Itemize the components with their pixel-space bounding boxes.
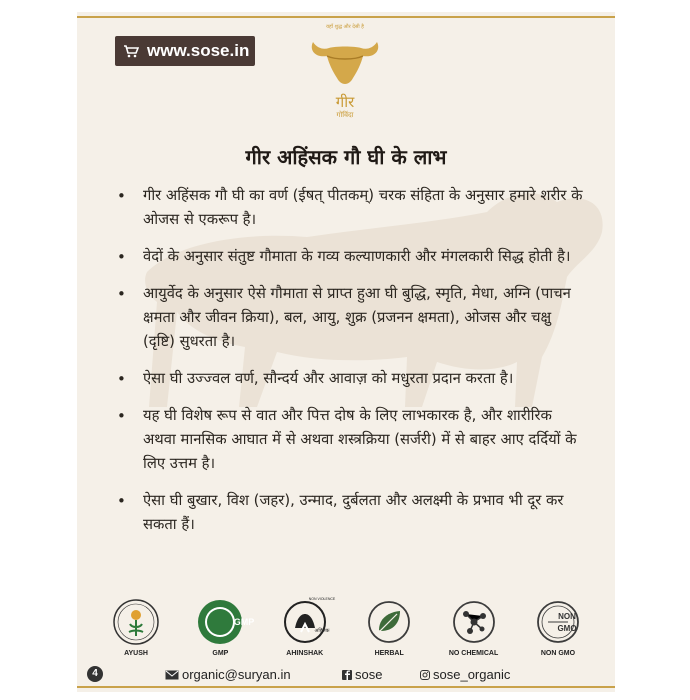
badge-label: GMP (212, 650, 229, 657)
ahinshak-inner-text: NON VIOLENCE (308, 597, 336, 601)
bullet-icon: • (117, 187, 126, 205)
footer-bar (0, 664, 690, 684)
poster-card (77, 12, 615, 692)
badge-no-chemical (439, 598, 509, 662)
cow-head-logo-icon (305, 28, 385, 98)
badge-label: NON GMO (540, 650, 576, 657)
bullet-icon: • (117, 407, 126, 425)
facebook-text: sose (355, 667, 383, 682)
envelope-icon (165, 670, 179, 680)
bullet-icon: • (117, 370, 126, 388)
logo-name: गीर (335, 93, 355, 111)
facebook-contact[interactable] (342, 667, 382, 682)
benefit-text: वेदों के अनुसार संतुष्ट गौमाता के गव्य कल्याणकारी और मंगलकारी सिद्ध होती है। (143, 248, 571, 265)
instagram-text: sose_organic (433, 667, 511, 682)
benefit-text: आयुर्वेद के अनुसार ऐसे गौमाता से प्राप्त हुआ घी बुद्धि, स्मृति, मेधा, अग्नि (पाचन क्षमता और जीवन क्रिया), बल, आयु, शुक्र (प्रजनन क्षमता), ओजस और चक्षु (दृष्टि) सुधरता है। (143, 285, 571, 350)
badge-herbal (354, 598, 424, 662)
benefit-item (115, 404, 587, 476)
ayush-icon (112, 598, 160, 646)
gir-logo (305, 24, 385, 124)
website-badge[interactable] (115, 36, 255, 66)
non-gmo-icon (534, 598, 582, 646)
benefit-item (115, 282, 587, 354)
molecule-icon (450, 598, 498, 646)
benefit-text: यह घी विशेष रूप से वात और पित्त दोष के लिए लाभकारक है, और शारीरिक अथवा मानसिक आघात में से अथवा शस्त्रक्रिया (सर्जरी) में से बाहर आए दर्दियों के लिए उत्तम है। (143, 407, 577, 472)
badge-label: NO CHEMICAL (448, 650, 499, 657)
benefit-text: ऐसा घी उज्ज्वल वर्ण, सौन्दर्य और आवाज़ को मधुरता प्रदान करता है। (143, 370, 514, 387)
email-contact[interactable] (165, 667, 291, 682)
benefit-item (115, 184, 587, 232)
benefit-text: ऐसा घी बुखार, विश (जहर), उन्माद, दुर्बलता और अलक्ष्मी के प्रभाव भी दूर कर सकता हैं। (143, 492, 564, 533)
instagram-icon (420, 670, 430, 680)
bullet-icon: • (117, 492, 126, 510)
page-number: 4 (87, 666, 103, 682)
logo-subtitle: गोविंदा (336, 111, 354, 119)
bottom-gold-rule (77, 686, 615, 688)
top-gold-rule (77, 16, 615, 18)
non-gmo-bottom-text: GMO (557, 624, 577, 633)
page-title: गीर अहिंसक गौ घी के लाभ (245, 145, 447, 169)
badge-label: AYUSH (124, 650, 148, 657)
facebook-icon (342, 670, 352, 680)
benefits-list (115, 184, 587, 550)
badge-gmp (185, 598, 255, 662)
email-text: organic@suryan.in (182, 667, 291, 682)
bullet-icon: • (117, 248, 126, 266)
badge-ayush (101, 598, 171, 662)
benefit-text: गीर अहिंसक गौ घी का वर्ण (ईषत् पीतकम्) चरक संहिता के अनुसार हमारे शरीर के ओजस से एकरूप है। (143, 187, 583, 228)
certification-badges (101, 598, 593, 662)
cart-icon (123, 44, 139, 58)
non-gmo-top-text: NON (558, 612, 576, 621)
instagram-contact[interactable] (420, 667, 510, 682)
benefit-item (115, 245, 587, 269)
ahinshak-icon (281, 598, 329, 646)
benefit-item (115, 367, 587, 391)
website-url: www.sose.in (147, 41, 250, 60)
gmp-inner-text: GMP (233, 617, 255, 627)
badge-label: AHINSHAK (286, 650, 324, 657)
badge-label: HERBAL (374, 650, 404, 657)
bullet-icon: • (117, 285, 126, 303)
logo-tagline: यहाँ शुद्ध और देसी है (326, 24, 364, 30)
benefit-item (115, 489, 587, 537)
leaf-icon (365, 598, 413, 646)
badge-ahinshak (270, 598, 340, 662)
badge-non-gmo (523, 598, 593, 662)
gmp-icon (196, 598, 244, 646)
ahinshak-sub-text: अहिंसक (314, 628, 330, 634)
